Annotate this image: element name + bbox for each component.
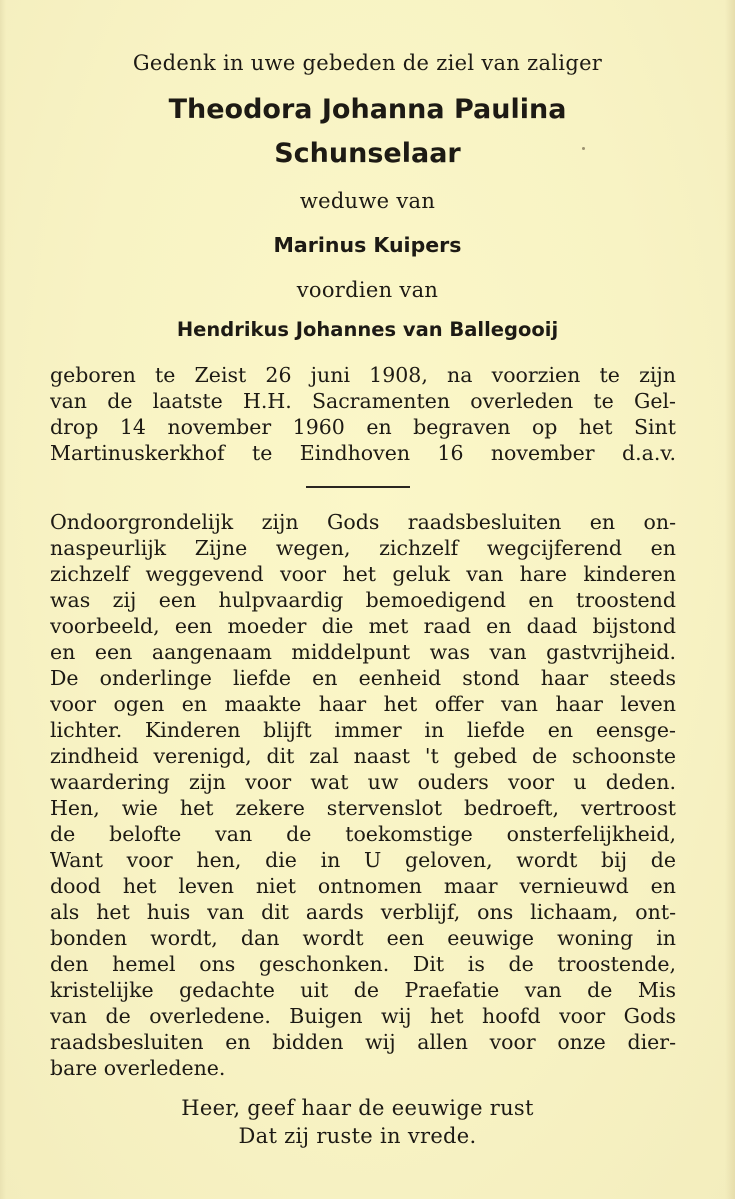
biography-line: Martinuskerkhof te Eindhoven 16 november d.a.v.	[50, 441, 676, 465]
eulogy-line: dood het leven niet ontnomen maar vernieuwd en	[50, 874, 676, 898]
deceased-name-line1: Theodora Johanna Paulina	[168, 94, 567, 125]
spouse-name-1: Marinus Kuipers	[273, 233, 462, 257]
eulogy-line: Hen, wie het zekere stervenslot bedroeft, vertroost	[50, 796, 676, 820]
intro-line: Gedenk in uwe gebeden de ziel van zaliger	[132, 51, 603, 75]
eulogy-line: was zij een hulpvaardig bemoedigend en troostend	[50, 588, 676, 612]
eulogy-line: zindheid verenigd, dit zal naast 't gebed de schoonste	[50, 744, 676, 768]
card-left-edge	[0, 0, 6, 1199]
relation-previously-of: voordien van	[296, 278, 439, 302]
closing-prayer-line2: Dat zij ruste in vrede.	[238, 1124, 477, 1148]
spouse-name-2: Hendrikus Johannes van Ballegooij	[176, 318, 559, 341]
eulogy-line: van de overledene. Buigen wij het hoofd voor Gods	[50, 1004, 676, 1028]
eulogy-line: zichzelf weggevend voor het geluk van hare kinderen	[50, 562, 676, 586]
eulogy-line: Want voor hen, die in U geloven, wordt bij de	[50, 848, 676, 872]
eulogy-line: waardering zijn voor wat uw ouders voor u deden.	[50, 770, 676, 794]
eulogy-line: raadsbesluiten en bidden wij allen voor onze dier-	[50, 1030, 676, 1054]
eulogy-line: naspeurlijk Zijne wegen, zichzelf wegcijferend en	[50, 536, 676, 560]
eulogy-line: De onderlinge liefde en eenheid stond haar steeds	[50, 666, 676, 690]
eulogy-line: de belofte van de toekomstige onsterfelijkheid,	[50, 822, 676, 846]
eulogy-line: als het huis van dit aards verblijf, ons lichaam, ont-	[50, 900, 676, 924]
eulogy-line: den hemel ons geschonken. Dit is de troostende,	[50, 952, 676, 976]
relation-widow-of: weduwe van	[299, 189, 436, 213]
eulogy-paragraph	[50, 509, 676, 1081]
biography-line: geboren te Zeist 26 juni 1908, na voorzien te zijn	[50, 363, 676, 387]
closing-prayer-line1: Heer, geef haar de eeuwige rust	[181, 1096, 534, 1120]
eulogy-line: voorbeeld, een moeder die met raad en daad bijstond	[50, 614, 676, 638]
eulogy-line: en een aangenaam middelpunt was van gastvrijheid.	[50, 640, 676, 664]
biography-paragraph	[50, 362, 676, 466]
eulogy-line: kristelijke gedachte uit de Praefatie van de Mis	[50, 978, 676, 1002]
biography-line: drop 14 november 1960 en begraven op het Sint	[50, 415, 676, 439]
deceased-name-line2: Schunselaar	[274, 138, 461, 169]
biography-line: van de laatste H.H. Sacramenten overleden te Gel-	[50, 389, 676, 413]
eulogy-line: bare overledene.	[50, 1056, 226, 1080]
eulogy-line: bonden wordt, dan wordt een eeuwige woning in	[50, 926, 676, 950]
eulogy-line: voor ogen en maakte haar het offer van haar leven	[50, 692, 676, 716]
section-divider	[306, 486, 410, 488]
eulogy-line: lichter. Kinderen blijft immer in liefde en eensge-	[50, 718, 676, 742]
eulogy-line: Ondoorgrondelijk zijn Gods raadsbesluiten en on-	[50, 510, 676, 534]
card-right-edge	[725, 0, 735, 1199]
